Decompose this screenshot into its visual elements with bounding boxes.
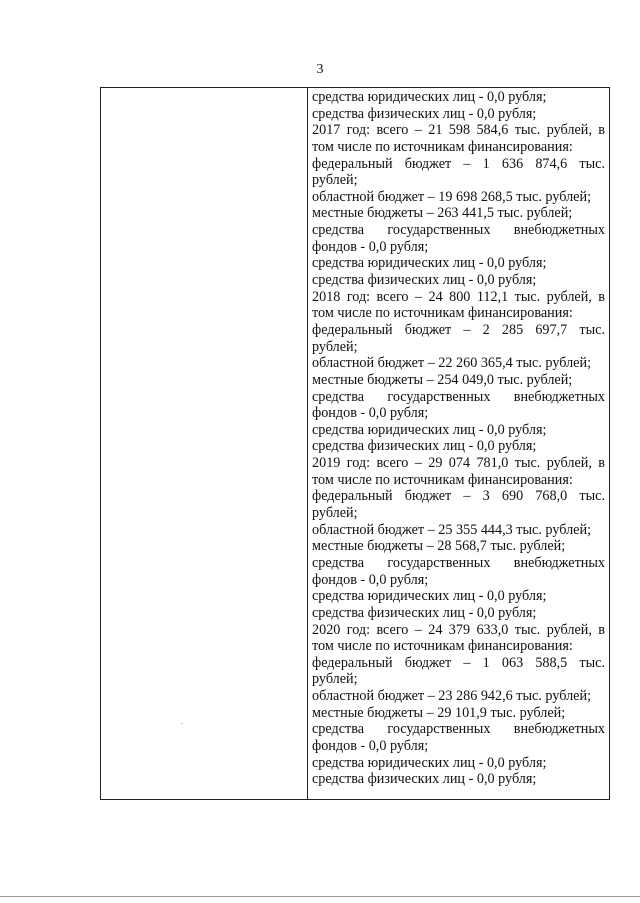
funding-text-line: средства государственных внебюджетных [312,721,605,738]
funding-text-line: местные бюджеты – 254 049,0 тыс. рублей; [312,371,573,388]
funding-text-line: федеральный бюджет – 1 063 588,5 тыс. [312,654,605,671]
funding-text-line: фондов - 0,0 рубля; [312,737,429,754]
page-number: 3 [316,62,324,77]
funding-text-line: фондов - 0,0 рубля; [312,571,429,588]
funding-text-line: местные бюджеты – 263 441,5 тыс. рублей; [312,205,573,222]
funding-text-line: том числе по источникам финансирования: [312,471,573,488]
funding-text-line: средства юридических лиц - 0,0 рубля; [312,754,547,771]
funding-table [100,87,610,800]
funding-text-line: рублей; [312,172,358,189]
funding-text-line: средства физических лиц - 0,0 рубля; [312,771,537,788]
funding-text-line: том числе по источникам финансирования: [312,638,573,655]
funding-text-line: средства физических лиц - 0,0 рубля; [312,604,537,621]
funding-text-line: федеральный бюджет – 1 636 874,6 тыс. [312,155,605,172]
table-left-cell [101,88,308,799]
funding-text-line: средства физических лиц - 0,0 рубля; [312,105,537,122]
scan-edge-line [0,896,640,897]
scan-artifact-dot [181,723,183,724]
funding-text-line: 2017 год: всего – 21 598 584,6 тыс. рублей, в [312,122,605,139]
funding-text-line: федеральный бюджет – 2 285 697,7 тыс. [312,321,605,338]
funding-sources-cell [312,89,605,788]
funding-text-line: средства государственных внебюджетных [312,222,605,239]
funding-text-line: средства государственных внебюджетных [312,554,605,571]
funding-text-line: средства физических лиц - 0,0 рубля; [312,438,537,455]
funding-text-line: средства государственных внебюджетных [312,388,605,405]
funding-text-line: местные бюджеты – 29 101,9 тыс. рублей; [312,704,566,721]
funding-text-line: рублей; [312,338,358,355]
funding-text-line: 2020 год: всего – 24 379 633,0 тыс. рублей, в [312,621,605,638]
funding-text-line: средства юридических лиц - 0,0 рубля; [312,89,547,105]
funding-text-line: 2019 год: всего – 29 074 781,0 тыс. рублей, в [312,455,605,472]
funding-text-line: фондов - 0,0 рубля; [312,238,429,255]
funding-text-line: федеральный бюджет – 3 690 768,0 тыс. [312,488,605,505]
funding-text-line: средства юридических лиц - 0,0 рубля; [312,421,547,438]
funding-text-line: областной бюджет – 22 260 365,4 тыс. рублей; [312,355,592,372]
funding-text-line: средства юридических лиц - 0,0 рубля; [312,588,547,605]
funding-text-line: том числе по источникам финансирования: [312,305,573,322]
funding-text-line: средства юридических лиц - 0,0 рубля; [312,255,547,272]
funding-text-line: фондов - 0,0 рубля; [312,405,429,422]
funding-text-line: областной бюджет – 25 355 444,3 тыс. рублей; [312,521,592,538]
funding-text-line: 2018 год: всего – 24 800 112,1 тыс. рублей, в [312,288,605,305]
funding-text-line: том числе по источникам финансирования: [312,138,573,155]
funding-text-line: рублей; [312,505,358,522]
funding-text-line: рублей; [312,671,358,688]
funding-text-line: местные бюджеты – 28 568,7 тыс. рублей; [312,538,566,555]
funding-text-line: средства физических лиц - 0,0 рубля; [312,272,537,289]
funding-text-line: областной бюджет – 19 698 268,5 тыс. рублей; [312,188,592,205]
funding-text-line: областной бюджет – 23 286 942,6 тыс. рублей; [312,688,592,705]
